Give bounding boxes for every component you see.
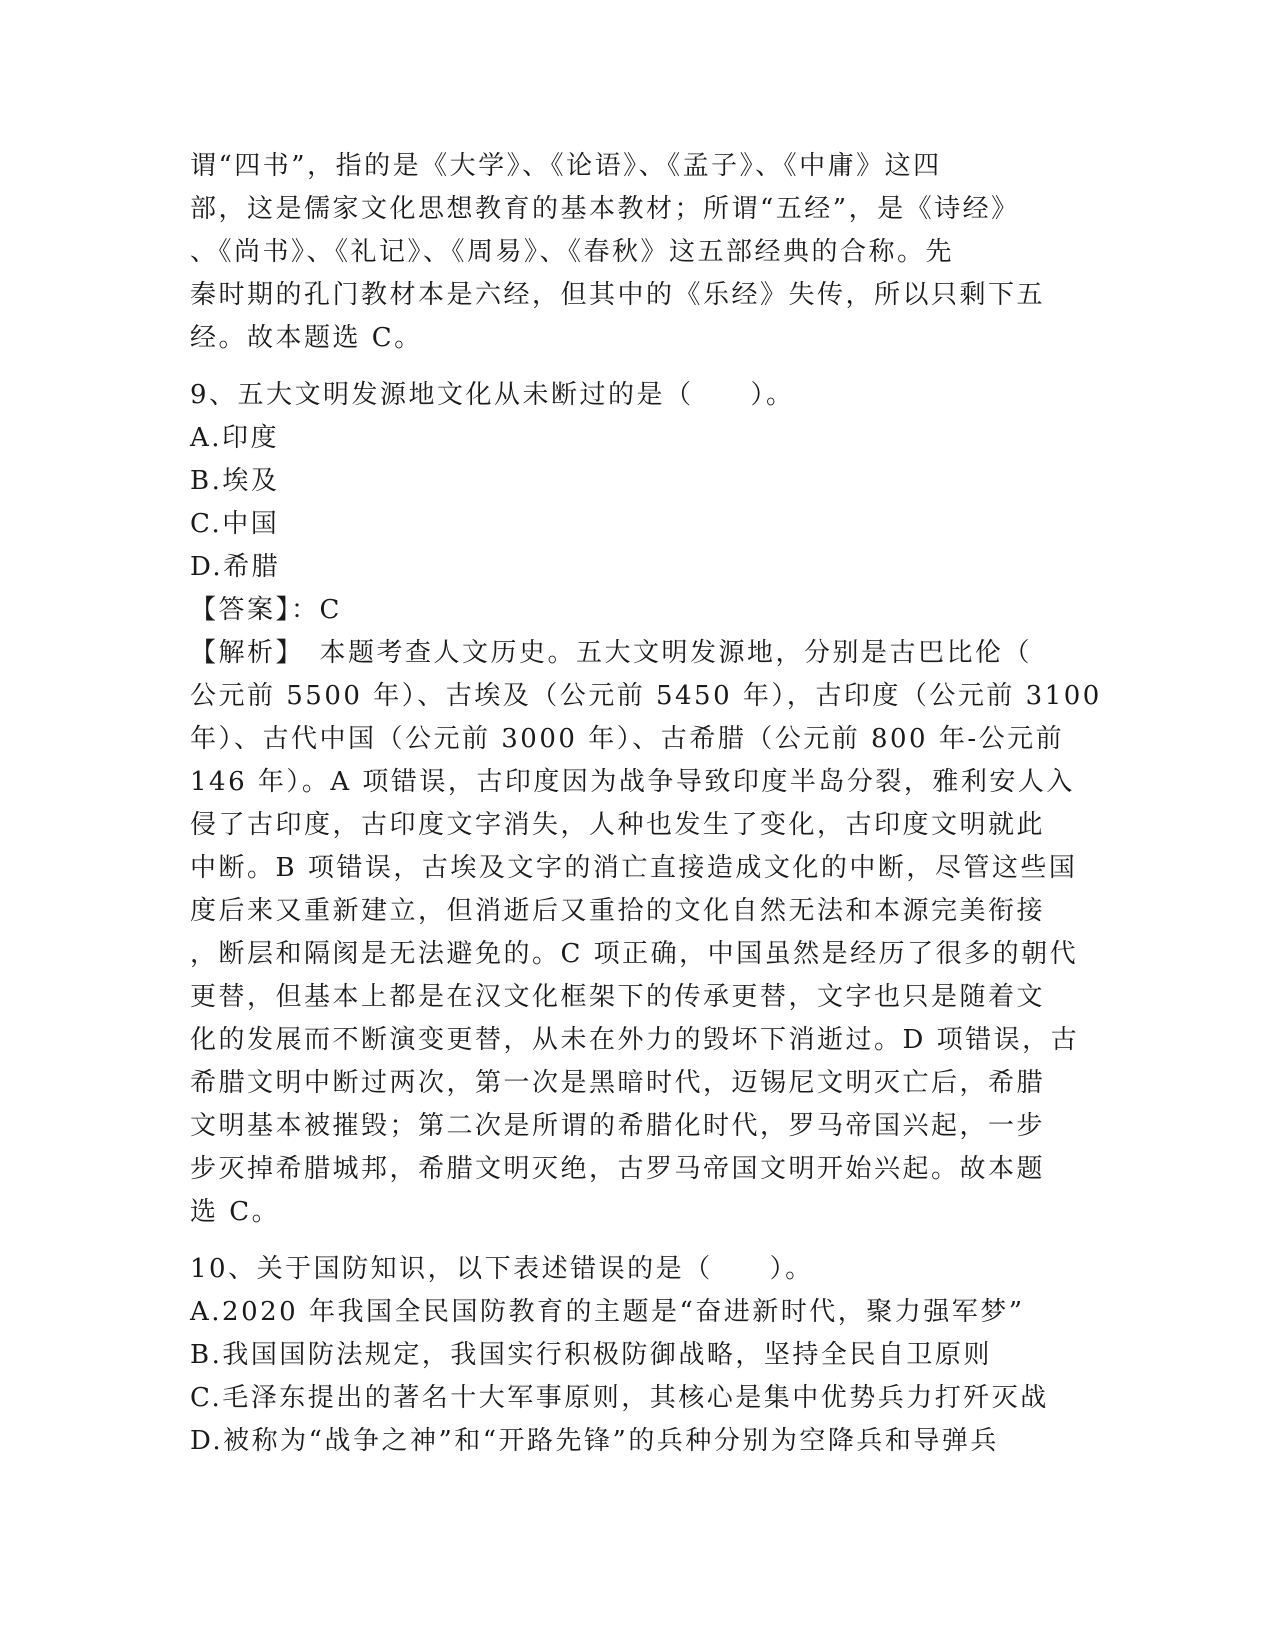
analysis-line: 中断。B 项错误，古埃及文字的消亡直接造成文化的中断，尽管这些国: [190, 853, 1078, 883]
analysis-line: 选 C。: [190, 1197, 281, 1227]
document-page: [190, 145, 1102, 1463]
analysis-line: 部，这是儒家文化思想教育的基本教材；所谓“五经”，是《诗经》: [190, 194, 1020, 224]
analysis-line: 年）、古代中国（公元前 3000 年）、古希腊（公元前 800 年-公元前: [190, 724, 1065, 754]
analysis-line: 【解析】 本题考查人文历史。五大文明发源地，分别是古巴比伦（: [190, 638, 1033, 668]
option-a: A.2020 年我国全民国防教育的主题是“奋进新时代，聚力强军梦”: [190, 1297, 1025, 1327]
analysis-line: 度后来又重新建立，但消逝后又重拾的文化自然无法和本源完美衔接: [190, 896, 1046, 926]
analysis-line: 、《尚书》、《礼记》、《周易》、《春秋》这五部经典的合称。先: [190, 237, 955, 267]
option-d: D.希腊: [190, 552, 281, 582]
option-a: A.印度: [190, 423, 280, 453]
question-9: [190, 374, 1102, 1234]
question-stem: 10、关于国防知识，以下表述错误的是（ ）。: [190, 1254, 814, 1284]
analysis-line: 经。故本题选 C。: [190, 323, 423, 353]
option-c: C.中国: [190, 509, 280, 539]
option-d: D.被称为“战争之神”和“开路先锋”的兵种分别为空降兵和导弹兵: [190, 1426, 999, 1456]
question-stem: 9、五大文明发源地文化从未断过的是（ ）。: [190, 380, 795, 410]
analysis-line: 文明基本被摧毁；第二次是所谓的希腊化时代，罗马帝国兴起，一步: [190, 1111, 1046, 1141]
spacer: [190, 1234, 1090, 1248]
analysis-line: 谓“四书”，指的是《大学》、《论语》、《孟子》、《中庸》这四: [190, 151, 942, 181]
analysis-line: 更替，但基本上都是在汉文化框架下的传承更替，文字也只是随着文: [190, 982, 1046, 1012]
analysis-line: 公元前 5500 年）、古埃及（公元前 5450 年），古印度（公元前 3100: [190, 681, 1102, 711]
analysis-line: 146 年）。A 项错误，古印度因为战争导致印度半岛分裂，雅利安人入: [190, 767, 1075, 797]
option-b: B.埃及: [190, 466, 280, 496]
previous-answer-analysis: [190, 145, 1090, 360]
answer-line: 【答案】：C: [190, 595, 342, 625]
analysis-line: 步灭掉希腊城邦，希腊文明灭绝，古罗马帝国文明开始兴起。故本题: [190, 1154, 1046, 1184]
analysis-line: 侵了古印度，古印度文字消失，人种也发生了变化，古印度文明就此: [190, 810, 1046, 840]
analysis-line: 秦时期的孔门教材本是六经，但其中的《乐经》失传，所以只剩下五: [190, 280, 1046, 310]
option-c: C.毛泽东提出的著名十大军事原则，其核心是集中优势兵力打歼灭战: [190, 1383, 1049, 1413]
spacer: [190, 360, 1090, 374]
analysis-line: 化的发展而不断演变更替，从未在外力的毁坏下消逝过。D 项错误，古: [190, 1025, 1080, 1055]
analysis-line: ，断层和隔阂是无法避免的。C 项正确，中国虽然是经历了很多的朝代: [190, 939, 1079, 969]
analysis-line: 希腊文明中断过两次，第一次是黑暗时代，迈锡尼文明灭亡后，希腊: [190, 1068, 1046, 1098]
option-b: B.我国国防法规定，我国实行积极防御战略，坚持全民自卫原则: [190, 1340, 992, 1370]
question-10: [190, 1248, 1090, 1463]
